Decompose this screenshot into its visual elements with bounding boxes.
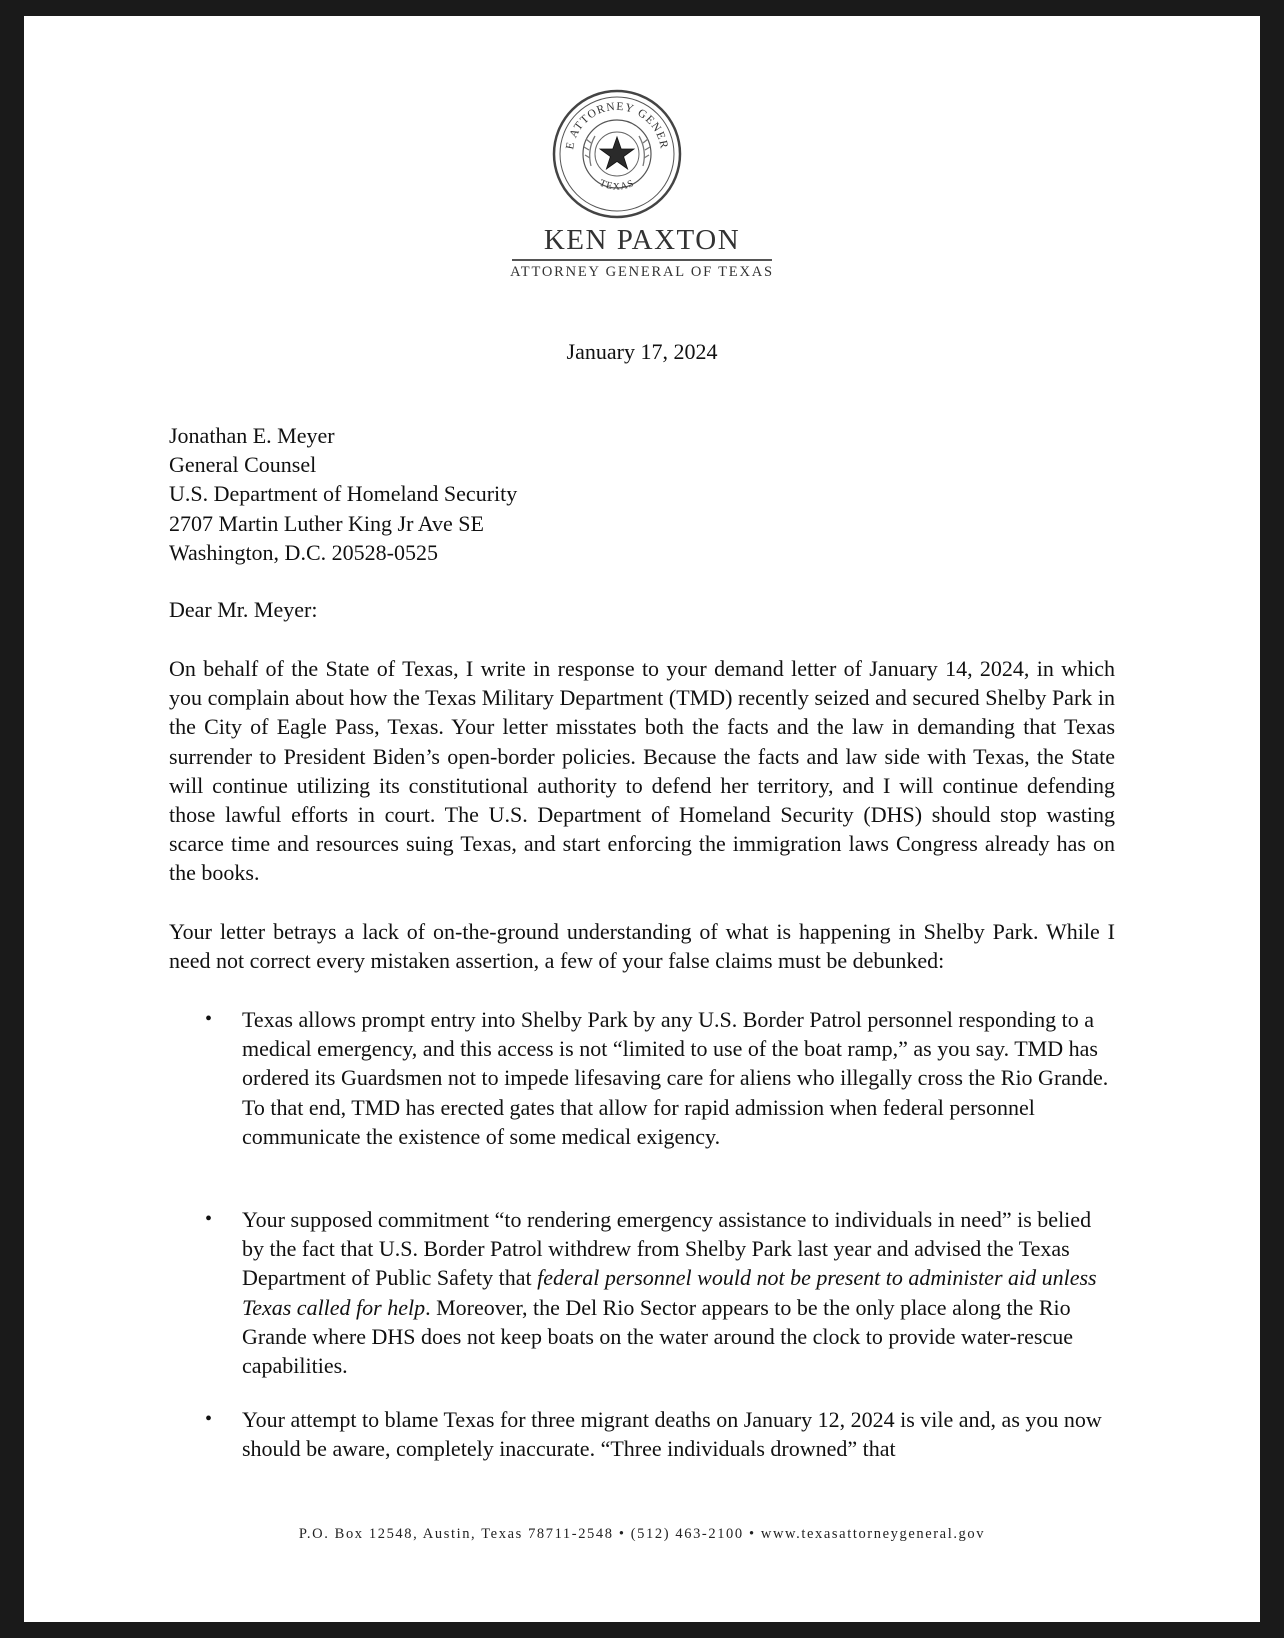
recipient-address [169,421,517,567]
bullet-item-1: Texas allows prompt entry into Shelby Park by any U.S. Border Patrol personnel responding to a medical emergency, and this access is not “limited to use of the boat ramp,” as you say. TMD has ordered its Guardsmen not to impede lifesaving care for aliens who illegally cross the Rio Grande. To that end, TMD has erected gates that allow for rapid admission when federal personnel communicate the existence of some medical exigency. [242,1007,1109,1149]
bullet-2-italic-quote: federal personnel would not be present to administer aid unless Texas called for help [242,1265,1097,1320]
seal-top-text: E ATTORNEY GENER [564,100,670,151]
bullet-marker: • [205,1408,213,1430]
letterhead-title: ATTORNEY GENERAL OF TEXAS [510,264,774,280]
bullet-item-2 [242,1205,1114,1380]
attorney-general-seal-icon [551,88,683,220]
seal-graphic [551,88,683,220]
recipient-street: 2707 Martin Luther King Jr Ave SE [169,510,484,536]
svg-text:TEXAS [598,178,636,193]
letter-date: January 17, 2024 [566,339,718,364]
recipient-organization: U.S. Department of Homeland Security [169,481,518,507]
bullet-marker: • [205,1008,213,1030]
bullet-2-text-end: . Moreover, the Del Rio Sector appears to be the only place along the Rio Grande where DHS does not keep boats on the water around the clock to provide water-rescue capabilities. [242,1294,1073,1379]
recipient-city: Washington, D.C. 20528-0525 [169,539,438,565]
letterhead-name: KEN PAXTON [543,224,741,256]
salutation: Dear Mr. Meyer: [169,597,318,622]
bullet-item-3: Your attempt to blame Texas for three migrant deaths on January 12, 2024 is vile and, as you now should be aware, completely inaccurate. “Three individuals drowned” that [242,1407,1102,1462]
letterhead-footer: P.O. Box 12548, Austin, Texas 78711-2548 • (512) 463-2100 • www.texasattorneygeneral.gov [298,1526,986,1542]
recipient-title: General Counsel [169,452,317,478]
bullet-2-text-start: Your supposed commitment “to rendering emergency assistance to individuals in need” is belied by the fact that U.S. Border Patrol withdrew from Shelby Park last year and advised the Texas Department of Public Safety that [242,1207,1092,1291]
letterhead-divider [512,259,772,261]
bullet-marker: • [205,1208,213,1230]
seal-bottom-text: TEXAS [597,177,637,193]
recipient-name: Jonathan E. Meyer [169,423,335,448]
body-paragraph-1: On behalf of the State of Texas, I write in response to your demand letter of January 14, 2024, in which you complain about how the Texas Military Department (TMD) recently seized and secured Shelby Park in the City of Eagle Pass, Texas. Your letter misstates both the facts and the law in demanding that Texas surrender to President Biden’s open-border policies. Because the facts and law side with Texas, the State will continue utilizing its constitutional authority to defend her territory, and I will continue defending those lawful efforts in court. The U.S. Department of Homeland Security (DHS) should stop wasting scarce time and resources suing Texas, and start enforcing the immigration laws Congress already has on the books. [169,656,1115,886]
body-paragraph-2: Your letter betrays a lack of on-the-ground understanding of what is happening in Shelby Park. While I need not correct every mistaken assertion, a few of your false claims must be debunked: [169,919,1115,974]
